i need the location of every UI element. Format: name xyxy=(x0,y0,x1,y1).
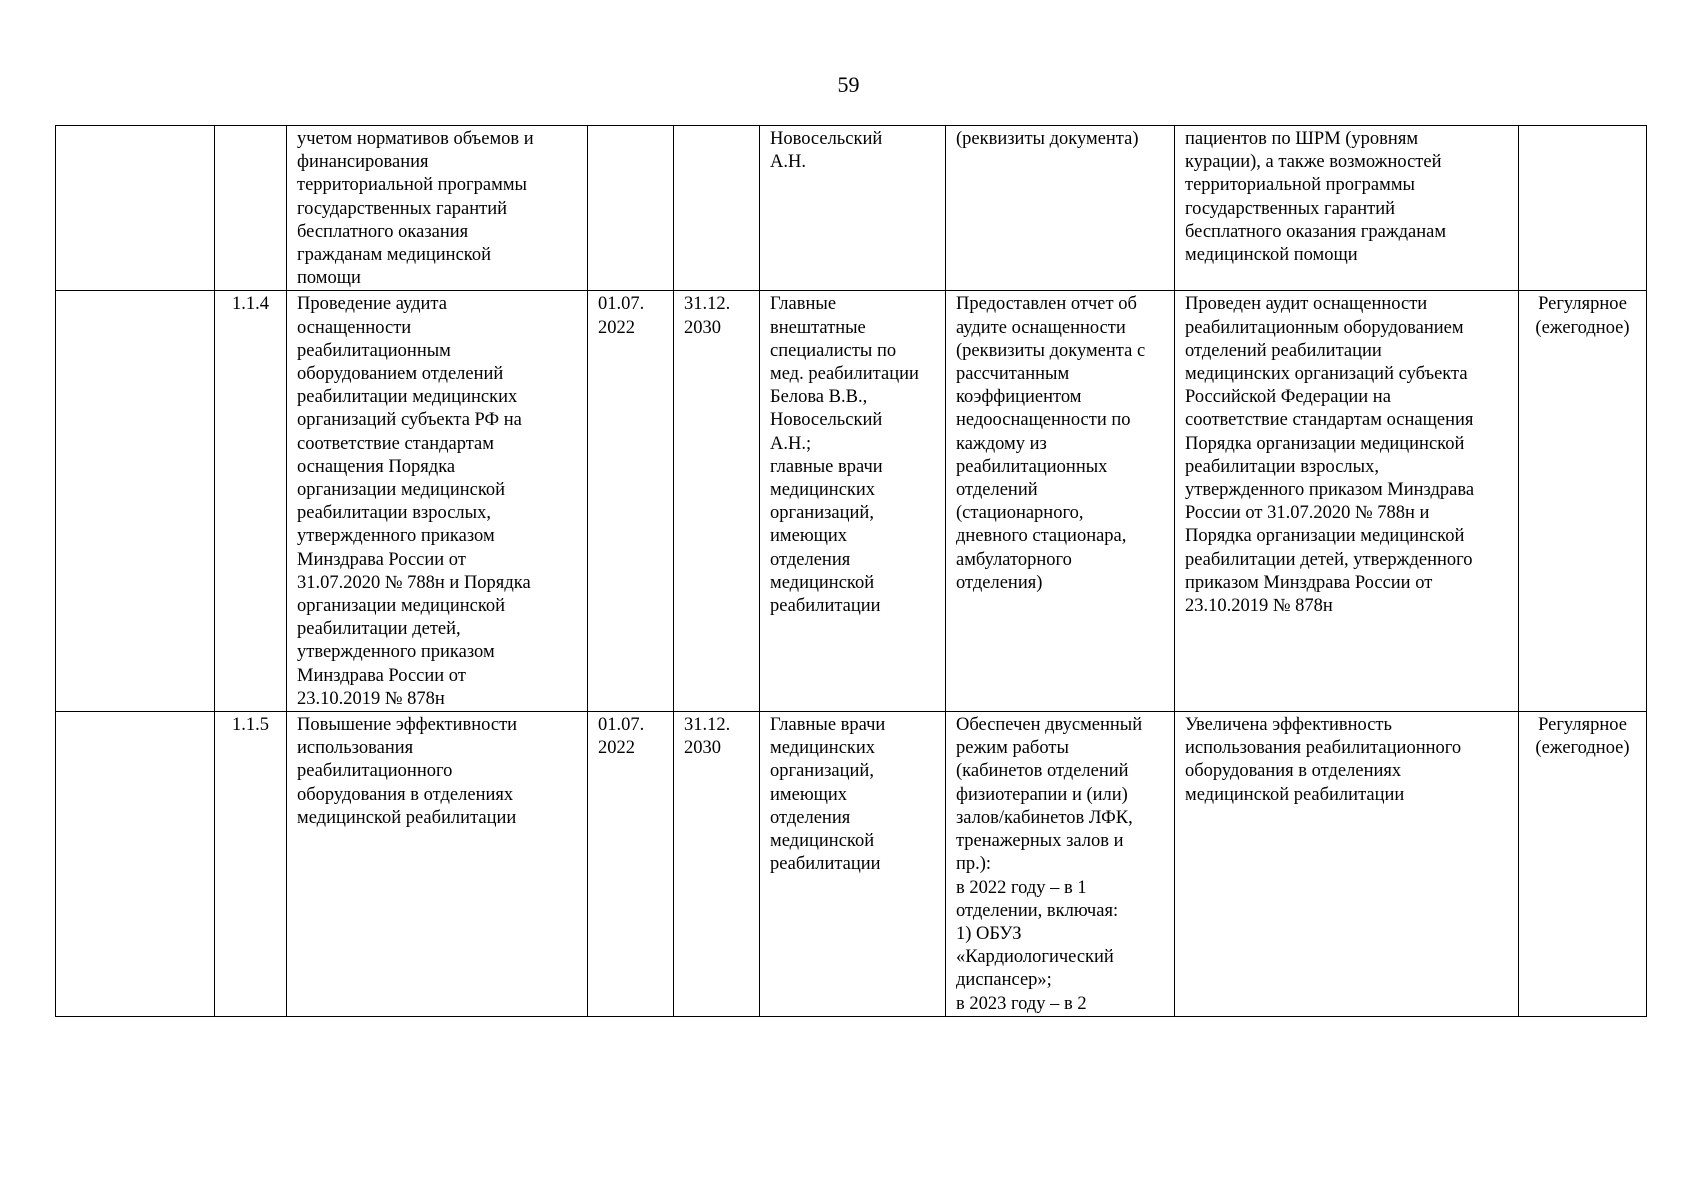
cell-section xyxy=(56,126,215,291)
cell-start-date: 01.07. 2022 xyxy=(588,712,674,1017)
page-number: 59 xyxy=(837,72,860,97)
cell-end-date: 31.12. 2030 xyxy=(674,712,760,1017)
table-row xyxy=(56,126,1647,291)
cell-task: Проведение аудита оснащенности реабилитационным оборудованием отделений реабилитации медицинских организаций субъекта РФ на соответствие стандартам оснащения Порядка организации медицинской реабилитации взрослых, утвержденного приказом Минздрава России от 31.07.2020 № 788н и Порядка организации медицинской реабилитации детей, утвержденного приказом Минздрава России от 23.10.2019 № 878н xyxy=(287,291,588,712)
cell-end-date xyxy=(674,126,760,291)
table-row xyxy=(56,291,1647,712)
table-row xyxy=(56,712,1647,1017)
cell-task: учетом нормативов объемов и финансирования территориальной программы государственных гарантий бесплатного оказания гражданам медицинской помощи xyxy=(287,126,588,291)
cell-result: Обеспечен двусменный режим работы (кабинетов отделений физиотерапии и (или) залов/кабинетов ЛФК, тренажерных залов и пр.): в 2022 году – в 1 отделении, включая: 1) ОБУЗ «Кардиологический диспансер»; в 2023 году – в 2 xyxy=(946,712,1175,1017)
cell-section xyxy=(56,712,215,1017)
cell-result: (реквизиты документа) xyxy=(946,126,1175,291)
cell-task: Повышение эффективности использования реабилитационного оборудования в отделениях медицинской реабилитации xyxy=(287,712,588,1017)
cell-periodicity xyxy=(1519,126,1647,291)
cell-number: 1.1.5 xyxy=(215,712,287,1017)
cell-result: Предоставлен отчет об аудите оснащенности (реквизиты документа с рассчитанным коэффициентом недооснащенности по каждому из реабилитационных отделений (стационарного, дневного стационара, амбулаторного отделения) xyxy=(946,291,1175,712)
cell-start-date: 01.07. 2022 xyxy=(588,291,674,712)
cell-effect: пациентов по ШРМ (уровням курации), а также возможностей территориальной программы государственных гарантий бесплатного оказания гражданам медицинской помощи xyxy=(1175,126,1519,291)
measures-table xyxy=(55,125,1647,1017)
cell-effect: Увеличена эффективность использования реабилитационного оборудования в отделениях медицинской реабилитации xyxy=(1175,712,1519,1017)
cell-periodicity: Регулярное (ежегодное) xyxy=(1519,712,1647,1017)
cell-start-date xyxy=(588,126,674,291)
cell-responsible: Главные внештатные специалисты по мед. реабилитации Белова В.В., Новосельский А.Н.; главные врачи медицинских организаций, имеющих отделения медицинской реабилитации xyxy=(760,291,946,712)
cell-number: 1.1.4 xyxy=(215,291,287,712)
cell-number xyxy=(215,126,287,291)
cell-periodicity: Регулярное (ежегодное) xyxy=(1519,291,1647,712)
cell-section xyxy=(56,291,215,712)
cell-effect: Проведен аудит оснащенности реабилитационным оборудованием отделений реабилитации медицинских организаций субъекта Российской Федерации на соответствие стандартам оснащения Порядка организации медицинской реабилитации взрослых, утвержденного приказом Минздрава России от 31.07.2020 № 788н и Порядка организации медицинской реабилитации детей, утвержденного приказом Минздрава России от 23.10.2019 № 878н xyxy=(1175,291,1519,712)
cell-end-date: 31.12. 2030 xyxy=(674,291,760,712)
cell-responsible: Главные врачи медицинских организаций, имеющих отделения медицинской реабилитации xyxy=(760,712,946,1017)
cell-responsible: Новосельский А.Н. xyxy=(760,126,946,291)
